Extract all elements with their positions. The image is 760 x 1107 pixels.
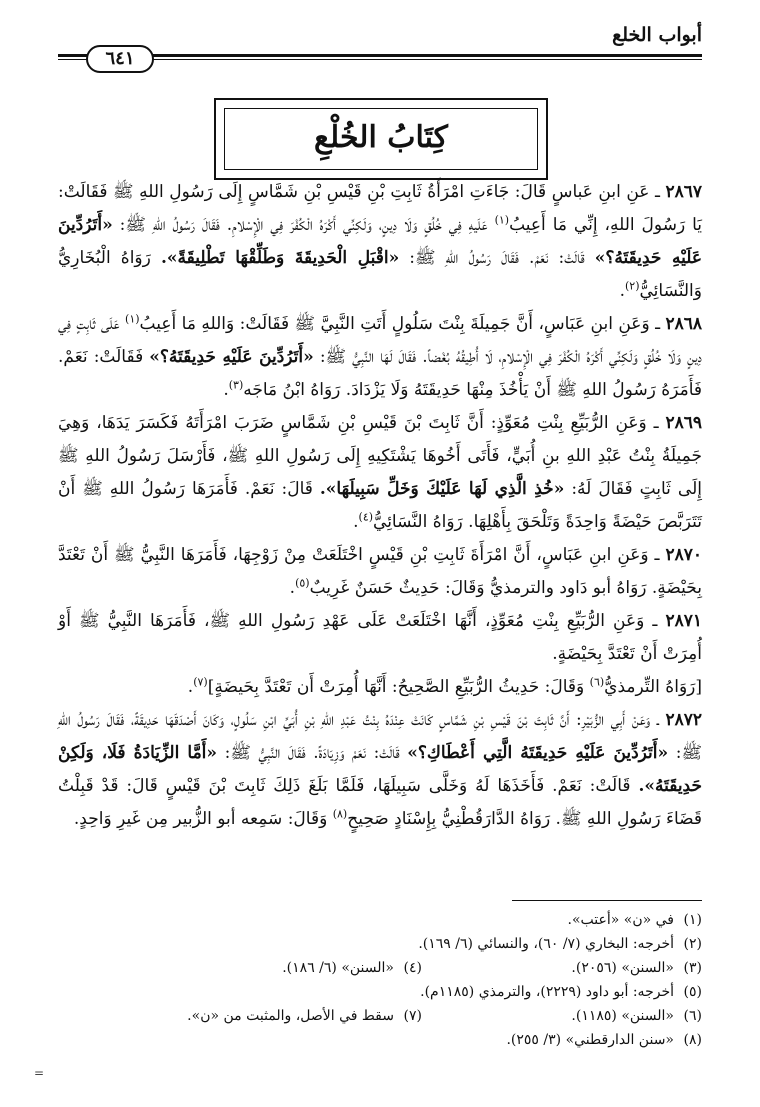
prophetic-quote: «أَتَرُدِّينَ عَلَيْهِ حَدِيقَتَهُ الَّتِي أَعْطَاكِ؟» <box>407 743 669 763</box>
footnote: (٥)أخرجه: أبو داود (٢٢٢٩)، والترمذي (١١٨٥م). <box>420 984 702 1000</box>
footnote: (٧)سقط في الأصل، والمثبت من «ن». <box>187 1008 422 1024</box>
header-rule <box>58 54 702 57</box>
hadith-number: ٢٨٧٢ <box>665 710 702 730</box>
prophetic-quote: «خُذِ الَّذِي لَهَا عَلَيْكَ وَخَلِّ سَبِيلَهَا». <box>319 479 565 499</box>
footnote-rule <box>512 900 702 901</box>
prophetic-quote: «أَتَرُدِّينَ عَلَيْهِ حَدِيقَتَهُ؟» <box>149 347 314 367</box>
footnote: (٦)«السنن» (١١٨٥). <box>571 1008 702 1024</box>
chapter-title-frame <box>214 98 548 180</box>
hadith-number: ٢٨٧١ <box>665 611 702 631</box>
hadith-2867: ٢٨٦٧ ـ عَنِ ابنِ عَباسٍ قَالَ: جَاءَتِ امْرَأَةُ ثَابِتِ بْنِ قَيْسِ بْنِ شَمَّاسٍ إِلَى رَسُولِ اللهِ ﷺ فَقَالَتْ: يَا رَسُولَ اللهِ، إِنِّي مَا أَعِيبُ$^{(١)}$ عَلَيهِ فِي خُلُقٍ وَلَا دِينٍ، وَلَكِنِّي أَكْرَهُ الْكُفْرَ فِي الْإِسْلامِ. فَقَالَ رَسُولُ اللهِ ﷺ: «أَتَرُدِّينَ عَلَيْهِ حَدِيقَتَهُ؟» قَالَتْ: نَعَمْ. فَقَالَ رَسُولُ اللهِ ﷺ: «اقْبَلِ الْحَدِيقَةَ وَطَلِّقْهَا تَطْلِيقَةً». رَوَاهُ الْبُخَارِيُّ وَالنَّسَائِيُّ$^{(٢)}$. <box>58 182 703 301</box>
prophetic-quote: «أَتَرُدِّينَ عَلَيْهِ حَدِيقَتَهُ؟» <box>58 215 703 268</box>
footnote-row <box>58 908 702 932</box>
prophetic-quote: «اقْبَلِ الْحَدِيقَةَ وَطَلِّقْهَا تَطْلِيقَةً». <box>160 248 400 268</box>
chapter-title: كِتَابُ الخُلْعِ <box>314 120 448 155</box>
hadith-number: ٢٨٦٧ <box>665 182 702 202</box>
hadith-number: ٢٨٧٠ <box>665 545 702 565</box>
running-title: أبواب الخلع <box>612 24 702 46</box>
body-text <box>58 176 702 836</box>
footnote: (٣)«السنن» (٢٠٥٦). <box>571 960 702 976</box>
footnote-row <box>58 956 702 980</box>
hadith-2868: ٢٨٦٨ ـ وَعَنِ ابنِ عَبَاسٍ، أَنَّ جَمِيلَةَ بِنْتَ سَلُولٍ أَتَتِ النَّبِيَّ ﷺ فَقَالَتْ: وَاللهِ مَا أَعِيبُ$^{(١)}$ عَلَى ثَابِتٍ فِي دِينٍ وَلَا خُلُقٍ وَلَكِنِّي أَكْرَهُ الْكُفْرَ فِي الْإِسْلامِ، لَا أُطِيقُهُ بُغْضاً. فَقَالَ لَهَا النَّبِيُّ ﷺ: «أَتَرُدِّينَ عَلَيْهِ حَدِيقَتَهُ؟» فَقَالَتْ: نَعَمْ. فَأَمَرَهُ رَسُولُ اللهِ ﷺ أَنْ يَأْخُذَ مِنْهَا حَدِيقَتَهُ وَلَا يَزْدَادَ. رَوَاهُ ابْنُ مَاجَه$^{(٣)}$. <box>58 312 702 400</box>
footnote-ref: (٢) <box>624 279 640 293</box>
footnote-row <box>58 1004 702 1028</box>
footnote-ref: (٦) <box>589 675 605 689</box>
footnotes <box>58 908 702 1052</box>
footnote-ref: (٨) <box>332 807 348 821</box>
footnote-ref: (١) <box>494 213 510 227</box>
hadith-number: ٢٨٦٨ <box>665 314 702 334</box>
header-rule-thin <box>58 59 702 60</box>
footnote: (١)في «ن» «أعتب». <box>567 912 702 928</box>
footnote-row <box>58 932 702 956</box>
footnote-ref: (٤) <box>358 510 374 524</box>
footnote-ref: (٣) <box>228 378 244 392</box>
hadith-2870: ٢٨٧٠ ـ وَعَنِ ابنِ عَبَاسٍ، أَنَّ امْرَأَةَ ثَابِتِ بْنِ قَيْسٍ اخْتَلَعَتْ مِنْ زَوْجِهَا، فَأَمَرَهَا النَّبِيُّ ﷺ أَنْ تَعْتَدَّ بِحَيْضَةٍ. رَوَاهُ أبو دَاود والترمذيُّ وَقَالَ: حَدِيثٌ حَسَنٌ غَرِيبٌ$^{(٥)}$. <box>58 545 702 598</box>
footnote-ref: (٥) <box>295 576 310 590</box>
hadith-2871: ٢٨٧١ ـ وَعَنِ الرُّبَيِّعِ بِنْتِ مُعَوِّذٍ، أَنَّهَا اخْتَلَعَتْ عَلَى عَهْدِ رَسُولِ اللهِ ﷺ، فَأَمَرَهَا النَّبِيُّ ﷺ أَوْ أُمِرَتْ أَنْ تَعْتَدَّ بِحَيْضَةٍ. <box>58 611 702 664</box>
hadith-number: ٢٨٦٩ <box>665 413 702 433</box>
hadith-2871-note: [رَوَاهُ التِّرمذيُّ$^{(٦)}$ وَقَالَ: حَدِيثُ الرُّبَيِّعِ الصَّحِيحُ: أَنَّهَا أُمِرَتْ أَن تَعْتَدَّ بِحَيضَةٍ]$^{(٧)}$. <box>187 675 702 697</box>
footnote-row <box>58 1028 702 1052</box>
footnote-row <box>58 980 702 1004</box>
footnote-ref: (٧) <box>193 675 208 689</box>
footnote: (٢)أخرجه: البخاري (٧/ ٦٠)، والنسائي (٦/ ١٦٩). <box>418 936 702 952</box>
page-number: ٦٤١ <box>86 45 154 73</box>
footnote: (٤)«السنن» (٦/ ١٨٦). <box>282 960 422 976</box>
footnote: (٨)«سنن الدارقطني» (٣/ ٢٥٥). <box>506 1032 702 1048</box>
footnote-ref: (١) <box>125 312 140 326</box>
hadith-2872: ٢٨٧٢ ـ وَعَنْ أَبِي الزُّبَيْرِ: أَنَّ ثَابِتَ بْنَ قَيْسِ بْنِ شَمَّاسٍ كَانَتْ عِنْدَهُ بِنْتُ عَبْدِ اللهِ بْنِ أُبَيِّ ابْنِ سَلُولٍ، وَكَانَ أَصْدَقَهَا حَدِيقَةً، فَقَالَ رَسُولُ اللهِ ﷺ: «أَتَرُدِّينَ عَلَيْهِ حَدِيقَتَهُ الَّتِي أَعْطَاكِ؟» قَالَتْ: نَعَمْ وَزِيَادَةً. فَقَالَ النَّبِيُّ ﷺ: «أَمَّا الزِّيَادَةُ فَلَا، وَلَكِنْ حَدِيقَتَهُ». قَالَتْ: نَعَمْ. فَأَخَذَهَا لَهُ وَخَلَّى سَبِيلَهَا، فَلَمَّا بَلَغَ ذَلِكَ ثَابِتَ بْنَ قَيْسٍ قَالَ: قَدْ قَبِلْتُ قَضَاءَ رَسُولِ اللهِ ﷺ. رَوَاهُ الدَّارَقُطْنِيُّ بِإِسْنَادٍ صَحِيحٍ$^{(٨)}$ وَقَالَ: سَمِعه أبو الزُّبير مِن غَيرِ وَاحِدٍ. <box>58 710 702 829</box>
prophetic-quote: «أَمَّا الزِّيَادَةُ فَلَا، وَلَكِنْ حَدِيقَتَهُ». <box>58 743 702 796</box>
hadith-2869: ٢٨٦٩ ـ وَعَنِ الرُّبَيِّعِ بِنْتِ مُعَوِّذٍ: أَنَّ ثَابِتَ بْنَ قَيْسِ بْنِ شَمَّاسٍ ضَرَبَ امْرَأَتَهُ فَكَسَرَ يَدَهَا، وَهِيَ جَمِيلَةُ بِنْتُ عَبْدِ اللهِ بنِ أُبَيٍّ، فَأَتَى أَخُوهَا يَشْتَكِيهِ إِلَى رَسُولِ اللهِ ﷺ، فَأَرْسَلَ رَسُولُ اللهِ ﷺ إِلَى ثَابِتٍ فَقَالَ لَهُ: «خُذِ الَّذِي لَهَا عَلَيْكَ وَخَلِّ سَبِيلَهَا». قَالَ: نَعَمْ. فَأَمَرَهَا رَسُولُ اللهِ ﷺ أَنْ تَتَرَبَّصَ حَيْضَةً وَاحِدَةً وَتَلْحَقَ بِأَهْلِهَا. رَوَاهُ النَّسَائِيُّ$^{(٤)}$. <box>58 413 702 532</box>
margin-mark: = <box>34 1066 45 1080</box>
